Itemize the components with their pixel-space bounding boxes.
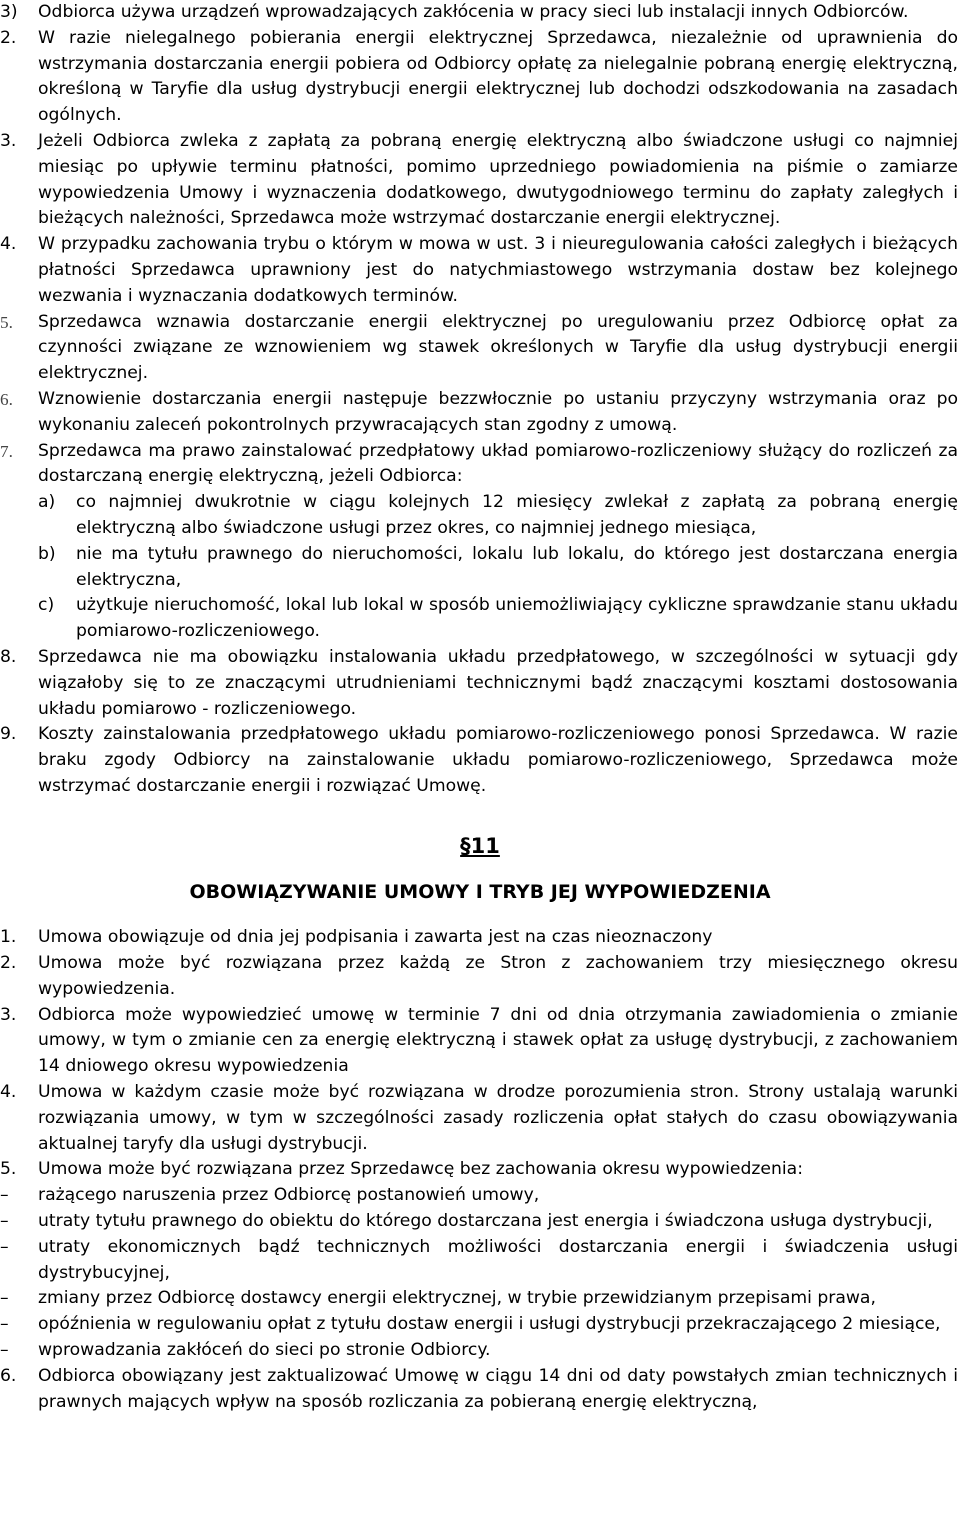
sub-item-text: nie ma tytułu prawnego do nieruchomości, lokalu lub lokalu, do którego jest dostarczana energia elektryczna,	[76, 543, 958, 590]
item-text: Odbiorca obowiązany jest zaktualizować Umowę w ciągu 14 dni od daty powstałych zmian technicznych i prawnych mających wpływ na sposób rozliczania za pobieraną energię elektryczną,	[38, 1365, 958, 1412]
item-text: Koszty zainstalowania przedpłatowego układu pomiarowo-rozliczeniowego ponosi Sprzedawca. W razie braku zgody Odbiorcy na zainstalowanie układu pomiarowo-rozliczeniowego, Sprzedawca może wstrzymać dostarczanie energii i rozwiązać Umowę.	[38, 724, 958, 796]
item-text: Umowa może być rozwiązana przez Sprzedawcę bez zachowania okresu wypowiedzenia:	[38, 1159, 804, 1180]
item-text: Odbiorca używa urządzeń wprowadzających zakłócenia w pracy sieci lub instalacji innych Odbiorców.	[38, 2, 909, 22]
list-item	[0, 387, 960, 439]
section-number: §11	[460, 833, 500, 858]
item-number: 3.	[0, 1004, 17, 1025]
item-number: 6.	[0, 1365, 17, 1386]
list-item	[0, 1157, 960, 1183]
item-text: Sprzedawca wznawia dostarczanie energii elektrycznej po uregulowaniu przez Odbiorcę opłat za czynności związane ze wznowieniem wg stawek określonych w Taryfie dla usług dystrybucji energii elektrycznej.	[38, 311, 958, 384]
item-text: Sprzedawca nie ma obowiązku instalowania układu przedpłatowego, w szczególności w sytuacji gdy wiązałoby się to ze znaczącymi utrudnieniami technicznymi bądź znaczącymi kosztami dostosowania układu pomiarowo - rozliczeniowego.	[38, 646, 958, 719]
item-text: Sprzedawca ma prawo zainstalować przedpłatowy układ pomiarowo-rozliczeniowy służący do rozliczeń za dostarczaną energię elektryczną, jeżeli Odbiorca:	[38, 440, 958, 487]
dash-bullet: –	[0, 1211, 9, 1232]
sub-item-text: co najmniej dwukrotnie w ciągu kolejnych 12 miesięcy zwlekał z zapłatą za pobraną energię elektryczną albo świadczone usługi przez okres, co najmniej jednego miesiąca,	[76, 492, 958, 538]
list-item	[0, 129, 960, 232]
dash-item-text: wprowadzania zakłóceń do sieci po stronie Odbiorcy.	[38, 1340, 491, 1361]
item-text: Umowa może być rozwiązana przez każdą ze Stron z zachowaniem trzy miesięcznego okresu wypowiedzenia.	[38, 953, 958, 999]
item-text: Umowa w każdym czasie może być rozwiązana w drodze porozumienia stron. Strony ustalają warunki rozwiązania umowy, w tym w szczególności zasady rozliczenia opłat stałych do czasu obowiązywania aktualnej taryfy dla usługi dystrybucji.	[38, 1082, 958, 1154]
item-number: 7.	[0, 441, 13, 461]
item-number: 9.	[0, 724, 17, 745]
item-number: 2.	[0, 953, 17, 974]
dash-list-item	[0, 1183, 960, 1209]
dash-bullet: –	[0, 1340, 9, 1361]
dash-list-item	[0, 1209, 960, 1235]
item-text: W razie nielegalnego pobierania energii elektrycznej Sprzedawca, niezależnie od uprawnienia do wstrzymania dostarczania energii pobiera od Odbiorcy opłatę za nielegalnie pobraną energię elektryczną, określoną w Taryfie dla usług dystrybucji energii elektrycznej lub dochodzi odszkodowania na zasadach ogólnych.	[38, 27, 958, 126]
sub-list-item	[38, 542, 960, 594]
sub-list-item	[38, 593, 960, 645]
list-item	[0, 1364, 960, 1416]
item-number: 2.	[0, 27, 17, 48]
dash-bullet: –	[0, 1236, 9, 1257]
list-item	[0, 439, 960, 491]
dash-list-item	[0, 1286, 960, 1312]
sub-item-letter: b)	[38, 543, 56, 564]
list-item	[0, 1003, 960, 1080]
sub-item-letter: c)	[38, 595, 55, 616]
dash-list-item	[0, 1235, 960, 1287]
item-text: Jeżeli Odbiorca zwleka z zapłatą za pobraną energię elektryczną albo świadczone usługi co najmniej miesiąc po upływie terminu płatności, pomimo uprzedniego powiadomienia na piśmie o zamiarze wypowiedzenia Umowy i wyznaczenia dodatkowego, dwutygodniowego terminu do zapłaty zaległych i bieżących należności, Sprzedawca może wstrzymać dostarczanie energii elektrycznej.	[38, 130, 958, 229]
list-item	[0, 26, 960, 129]
dash-list-item	[0, 1338, 960, 1364]
item-number: 5.	[0, 1159, 17, 1180]
list-item	[0, 722, 960, 799]
item-text: Umowa obowiązuje od dnia jej podpisania i zawarta jest na czas nieoznaczony	[38, 927, 713, 948]
list-item	[0, 1080, 960, 1157]
list-item	[0, 925, 960, 951]
list-item	[0, 232, 960, 309]
item-text: Wznowienie dostarczania energii następuje bezzwłocznie po ustaniu przyczyny wstrzymania oraz po wykonaniu zaleceń pokontrolnych przywracających stan zgodny z umową.	[38, 388, 958, 435]
dash-item-text: utraty ekonomicznych bądź technicznych możliwości dostarczania energii i świadczenia usługi dystrybucyjnej,	[38, 1236, 958, 1283]
item-number: 6.	[0, 389, 13, 409]
list-item	[0, 951, 960, 1003]
item-number: 4.	[0, 234, 17, 255]
sub-item-text: użytkuje nieruchomość, lokal lub lokal w sposób uniemożliwiający cykliczne sprawdzanie stanu układu pomiarowo-rozliczeniowego.	[76, 595, 958, 642]
dash-bullet: –	[0, 1288, 9, 1309]
dash-bullet: –	[0, 1185, 9, 1206]
item-number: 1.	[0, 927, 17, 948]
item-number: 4.	[0, 1082, 17, 1103]
dash-bullet: –	[0, 1314, 9, 1335]
dash-item-text: rażącego naruszenia przez Odbiorcę postanowień umowy,	[38, 1185, 540, 1206]
item-number: 8.	[0, 646, 17, 667]
sub-list-item	[38, 490, 960, 542]
list-item	[0, 0, 960, 26]
section-title: OBOWIĄZYWANIE UMOWY I TRYB JEJ WYPOWIEDZENIA	[189, 880, 771, 903]
item-number: 3.	[0, 130, 17, 151]
list-item	[0, 310, 960, 387]
list-item	[0, 645, 960, 722]
dash-item-text: zmiany przez Odbiorcę dostawcy energii elektrycznej, w trybie przewidzianym przepisami prawa,	[38, 1288, 876, 1309]
dash-list-item	[0, 1312, 960, 1338]
dash-item-text: opóźnienia w regulowaniu opłat z tytułu dostaw energii i usługi dystrybucji przekraczającego 2 miesiące,	[38, 1314, 941, 1335]
sub-item-letter: a)	[38, 492, 56, 513]
dash-item-text: utraty tytułu prawnego do obiektu do którego dostarczana jest energia i świadczona usługa dystrybucji,	[38, 1211, 933, 1232]
item-text: Odbiorca może wypowiedzieć umowę w terminie 7 dni od dnia otrzymania zawiadomienia o zmianie umowy, w tym o zmianie cen za energię elektryczną i stawek opłat za usługę dystrybucji, z zachowaniem 14 dniowego okresu wypowiedzenia	[38, 1004, 958, 1077]
item-number: 3)	[0, 2, 18, 22]
item-text: W przypadku zachowania trybu o którym w mowa w ust. 3 i nieuregulowania całości zaległych i bieżących płatności Sprzedawca uprawniony jest do natychmiastowego wstrzymania dostaw bez kolejnego wezwania i wyznaczania dodatkowych terminów.	[38, 234, 958, 306]
item-number: 5.	[0, 312, 13, 332]
